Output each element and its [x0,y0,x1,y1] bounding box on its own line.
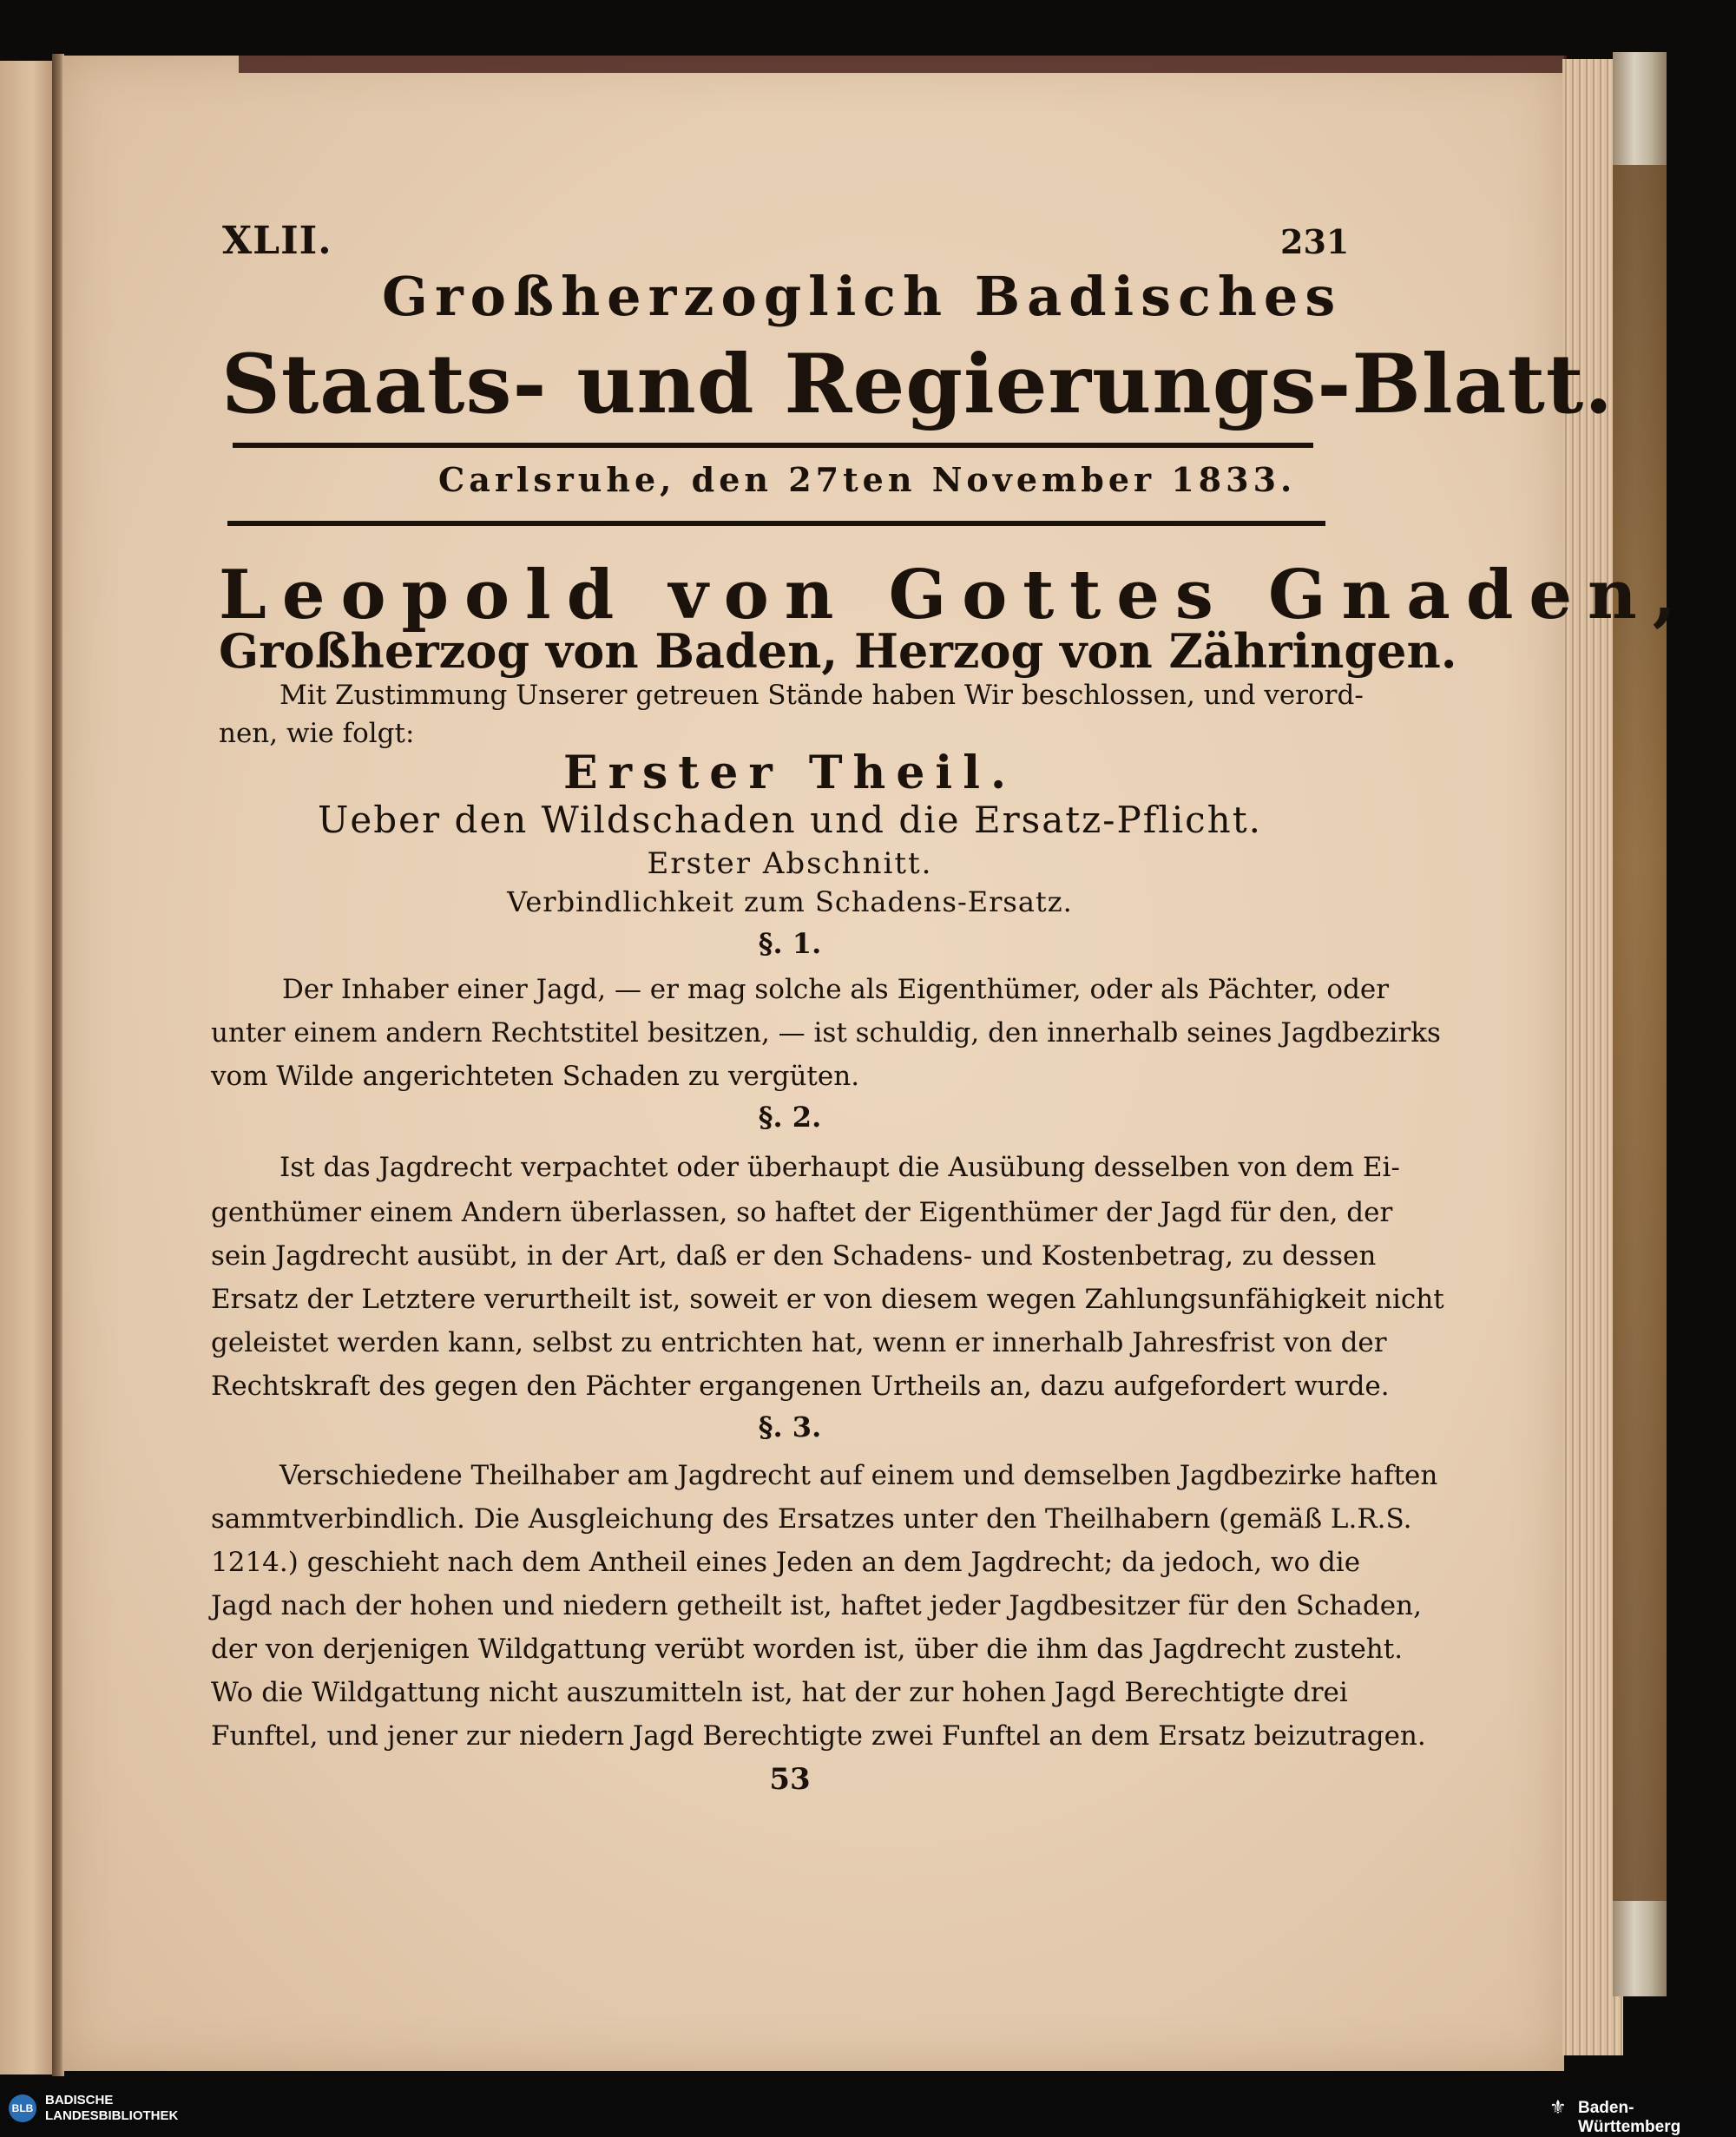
library-logo-icon[interactable]: BLB [9,2094,36,2122]
paragraph-line: Rechtskraft des gegen den Pächter ergangenen Urtheils an, dazu aufgefordert wurde. [211,1371,1390,1402]
issue-number: XLII. [222,219,332,263]
library-name-line1: BADISCHE [45,2093,114,2107]
page-top-band [239,56,1567,73]
paragraph-line: der von derjenigen Wildgattung verübt worden ist, über die ihm das Jagdrecht zusteht. [211,1634,1404,1665]
masthead-rule [233,443,1313,448]
facing-page-edge [0,61,54,2075]
paragraph-line: sein Jagdrecht ausübt, in der Art, daß er den Schadens- und Kostenbetrag, zu dessen [211,1240,1377,1272]
dateline-rule [227,521,1325,526]
state-label[interactable]: Baden-Württemberg [1578,2099,1681,2136]
state-arms-icon: ⚜ [1549,2097,1567,2119]
sovereign-line2: Großherzog von Baden, Herzog von Zähringen. [219,623,1457,679]
paragraph-line: genthümer einem Andern überlassen, so haftet der Eigenthümer der Jagd für den, der [211,1197,1393,1228]
paragraph-sign: §. 3. [758,1410,822,1443]
paragraph-line: Verschiedene Theilhaber am Jagdrecht auf einem und demselben Jagdbezirke haften [279,1460,1438,1491]
paragraph-sign: §. 1. [758,927,822,960]
paragraph-line: unter einem andern Rechtstitel besitzen, — ist schuldig, den innerhalb seines Jagdbezirks [211,1017,1441,1049]
library-name[interactable] [45,2093,178,2124]
paragraph-line: sammtverbindlich. Die Ausgleichung des Ersatzes unter den Theilhabern (gemäß L.R.S. [211,1503,1412,1535]
paragraph-line: 1214.) geschieht nach dem Antheil eines Jeden an dem Jagdrecht; da jedoch, wo die [211,1547,1361,1578]
paragraph-line: Wo die Wildgattung nicht auszumitteln ist, hat der zur hohen Jagd Berechtigte drei [211,1677,1348,1708]
paragraph-line: vom Wilde angerichteten Schaden zu vergüten. [211,1061,860,1092]
signature-mark: 53 [769,1762,811,1797]
preamble-line: Mit Zustimmung Unserer getreuen Stände haben Wir beschlossen, und verord- [279,680,1364,711]
paragraph-line: Ersatz der Letztere verurtheilt ist, soweit er von diesem wegen Zahlungsunfähigkeit nicht [211,1284,1444,1315]
masthead-line2: Staats- und Regierungs-Blatt. [221,337,1614,432]
dateline: Carlsruhe, den 27ten November 1833. [438,460,1297,499]
part-subtitle: Ueber den Wildschaden und die Ersatz-Pflicht. [318,799,1262,841]
sovereign-line1: Leopold von Gottes Gnaden, [219,556,1692,635]
part-title: Erster Theil. [562,746,1017,799]
masthead-line1: Großherzoglich Badisches [382,265,1343,328]
paragraph-line: Jagd nach der hohen und niedern getheilt ist, haftet jeder Jagdbesitzer für den Schaden, [211,1590,1422,1621]
paragraph-line: Der Inhaber einer Jagd, — er mag solche als Eigenthümer, oder als Pächter, oder [282,974,1390,1005]
paragraph-sign: §. 2. [758,1101,822,1134]
page-number: 231 [1280,222,1350,261]
paragraph-line: geleistet werden kann, selbst zu entrichten hat, wenn er innerhalb Jahresfrist von der [211,1327,1387,1358]
library-name-line2: LANDESBIBLIOTHEK [45,2108,179,2123]
section-heading: Erster Abschnitt. [647,846,933,881]
section-title: Verbindlichkeit zum Schadens-Ersatz. [507,885,1073,918]
paragraph-line: Ist das Jagdrecht verpachtet oder überhaupt die Ausübung desselben von dem Ei- [279,1152,1400,1183]
viewer-footer [0,2088,1736,2129]
paragraph-line: Funftel, und jener zur niedern Jagd Berechtigte zwei Funftel an dem Ersatz beizutragen. [211,1720,1426,1752]
book-binding-leather [1613,165,1667,1901]
preamble-line: nen, wie folgt: [219,718,415,749]
